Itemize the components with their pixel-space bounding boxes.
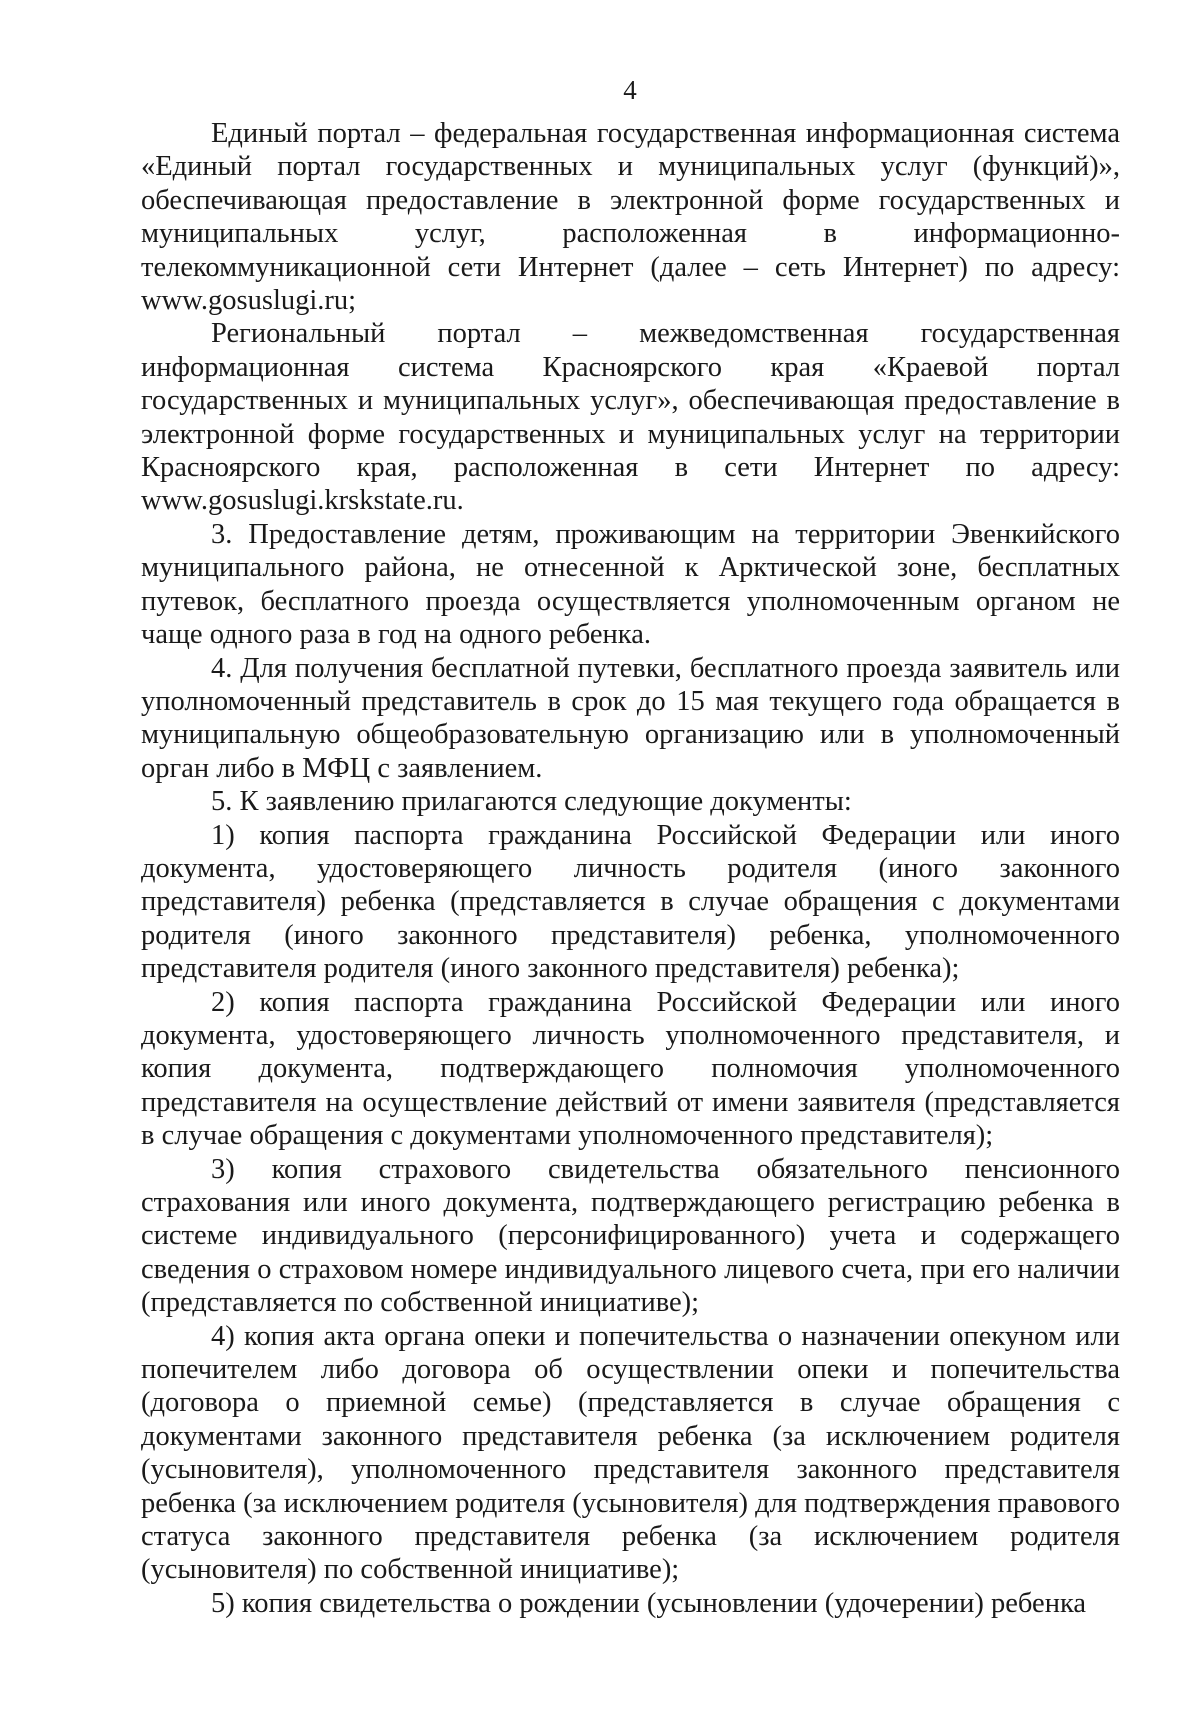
- document-body: [141, 117, 1120, 1620]
- paragraph-subitem-3: 3) копия страхового свидетельства обязательного пенсионного страхования или иного документа, подтверждающего регистрацию ребенка в системе индивидуального (персонифицированного) учета и содержащего сведения о страховом номере индивидуального лицевого счета, при его наличии (представляется по собственной инициативе);: [141, 1153, 1120, 1319]
- paragraph-item-5: 5. К заявлению прилагаются следующие документы:: [211, 786, 852, 818]
- page-number: 4: [623, 75, 637, 105]
- paragraph-subitem-4: 4) копия акта органа опеки и попечительства о назначении опекуном или попечителем либо договора об осуществлении опеки и попечительства (договора о приемной семье) (представляется в случае обращения с документами законного представителя ребенка (за исключением родителя (усыновителя), уполномоченного представителя законного представителя ребенка (за исключением родителя (усыновителя) для подтверждения правового статуса законного представителя ребенка (за исключением родителя (усыновителя) по собственной инициативе);: [141, 1320, 1120, 1586]
- paragraph-subitem-2: 2) копия паспорта гражданина Российской Федерации или иного документа, удостоверяющего личность уполномоченного представителя, и копия документа, подтверждающего полномочия уполномоченного представителя на осуществление действий от имени заявителя (представляется в случае обращения с документами уполномоченного представителя);: [141, 986, 1120, 1152]
- paragraph-item-4: 4. Для получения бесплатной путевки, бесплатного проезда заявитель или уполномоченный представитель в срок до 15 мая текущего года обращается в муниципальную общеобразовательную организацию или в уполномоченный орган либо в МФЦ с заявлением.: [141, 652, 1120, 784]
- paragraph-subitem-1: 1) копия паспорта гражданина Российской Федерации или иного документа, удостоверяющего личность родителя (иного законного представителя) ребенка (представляется в случае обращения с документами родителя (иного законного представителя) ребенка, уполномоченного представителя родителя (иного законного представителя) ребенка);: [141, 819, 1120, 985]
- paragraph-regional-portal: Региональный портал – межведомственная государственная информационная система Красноярского края «Краевой портал государственных и муниципальных услуг», обеспечивающая предоставление в электронной форме государственных и муниципальных услуг на территории Красноярского края, расположенная в сети Интернет по адресу: www.gosuslugi.krskstate.ru.: [141, 318, 1120, 517]
- paragraph-unified-portal: Единый портал – федеральная государственная информационная система «Единый портал государственных и муниципальных услуг (функций)», обеспечивающая предоставление в электронной форме государственных и муниципальных услуг, расположенная в информационно-телекоммуникационной сети Интернет (далее – сеть Интернет) по адресу: www.gosuslugi.ru;: [141, 118, 1120, 317]
- paragraph-subitem-5: 5) копия свидетельства о рождении (усыновлении (удочерении) ребенка: [211, 1587, 1087, 1619]
- paragraph-item-3: 3. Предоставление детям, проживающим на территории Эвенкийского муниципального района, не отнесенной к Арктической зоне, бесплатных путевок, бесплатного проезда осуществляется уполномоченным органом не чаще одного раза в год на одного ребенка.: [141, 518, 1120, 651]
